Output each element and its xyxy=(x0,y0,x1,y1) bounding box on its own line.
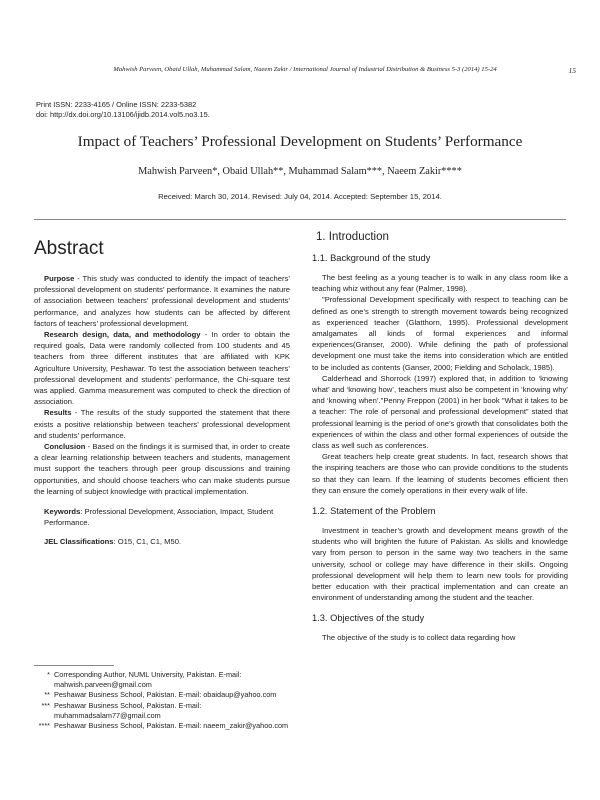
jel-text: : O15, C1, C1, M50. xyxy=(113,537,182,547)
running-head: Mahwish Parveen, Obaid Ullah, Muhammad Salam, Naeem Zakir / International Journal of Industrial Distribution & Business 5-3 (2014) 15-24 xyxy=(113,66,497,73)
jel-classifications xyxy=(34,536,290,547)
issn-block xyxy=(36,100,210,119)
footnote-mark: *** xyxy=(41,700,50,710)
purpose-text: - This study was conducted to identify the impact of teachers’ professional development on students’ performance. It examines the nature of association between teachers’ professional development and students’ performance, and analyzes how students can be affected by different factors of teachers’ professional development. xyxy=(34,274,290,328)
objectives-heading: 1.3. Objectives of the study xyxy=(312,613,425,624)
footnote xyxy=(34,690,294,700)
problem-statement-heading: 1.2. Statement of the Problem xyxy=(312,506,436,517)
introduction-heading: 1. Introduction xyxy=(316,231,389,243)
footnote-text: Peshawar Business School, Pakistan. E-mail: muhammadsalam77@gmail.com xyxy=(54,700,202,720)
footnote xyxy=(34,721,294,731)
footnote-mark: **** xyxy=(38,721,50,731)
abstract-purpose xyxy=(34,273,290,329)
header-divider xyxy=(34,219,566,220)
keywords xyxy=(34,506,290,528)
background-heading: 1.1. Background of the study xyxy=(312,253,431,263)
abstract-results xyxy=(34,407,290,441)
method-text: - In order to obtain the required goals, Data were randomly collected from 100 students and 45 teachers from three different institutes that are affiliated with KPK Agriculture University, Peshawar. To test the association between teachers’ professional development and students’ performance, the Chi-square test was applied. Gamma measurement was computed to check the direction of association. xyxy=(34,330,291,407)
issn-line: Print ISSN: 2233-4165 / Online ISSN: 2233-5382 xyxy=(36,100,197,109)
left-column xyxy=(34,238,290,548)
keywords-text: : Professional Development, Association, Impact, Student Performance. xyxy=(44,507,274,528)
footnote-text: Corresponding Author, NUML University, Pakistan. E-mail: mahwish.parveen@gmail.com xyxy=(54,670,242,690)
footnote xyxy=(34,670,294,690)
body-paragraph: The best feeling as a young teacher is to walk in any class room like a teaching whiz without any fear (Palmer, 1998). xyxy=(312,273,568,294)
footnote-text: Peshawar Business School, Pakistan. E-mail: naeem_zakir@yahoo.com xyxy=(54,721,289,731)
right-column xyxy=(312,231,568,644)
footnote-mark: ** xyxy=(44,690,50,700)
footnote-mark: * xyxy=(47,670,50,679)
body-paragraph: Great teachers help create great students. In fact, research shows that the inspiring teachers are those who can provide conditions to the students so that they can learn. If the learning of students becomes efficient then they can ensure the comely operations in their every walk of life. xyxy=(312,452,568,495)
body-paragraph: "Professional Development specifically with respect to teaching can be defined as one’s strength to strength movement towards being recognized as experienced teacher (Glatthorn, 1995). Professional development amalgamates all kinds of formal experiences and informal experiences(Granser, 2000). While defining the path of professional development one must take the items into consideration which are entitled to be included as contents (Ganser, 2000; Fielding and Scholack, 1985). xyxy=(312,295,568,372)
submission-dates: Received: March 30, 2014. Revised: July 04, 2014. Accepted: September 15, 2014. xyxy=(158,192,442,201)
results-label: Results xyxy=(44,408,72,418)
doi-line: doi: http://dx.doi.org/10.13106/ijidb.2014.vol5.no3.15. xyxy=(36,109,210,119)
keywords-label: Keywords xyxy=(44,507,81,517)
results-text: - The results of the study supported the statement that there exists a positive relationship between teachers’ professional development and students’ performance. xyxy=(34,408,290,440)
body-paragraph: The objective of the study is to collect data regarding how xyxy=(322,633,516,643)
jel-label: JEL Classifications xyxy=(44,537,114,547)
abstract-method xyxy=(34,329,290,407)
abstract-heading: Abstract xyxy=(34,238,104,259)
body-paragraph: Calderhead and Shorrock (1997) explored that, in addition to ‘knowing what’ and ‘knowing how’, teachers must also be competent in ‘knowing why’ and ‘knowing when’."Penny Freppon (2001) in her book "What it takes to be a teacher: The role of personal and professional development" stated that professional learning is the period of one’s growth that consolidates both the experiences of within the class and other formal experiences of outside the class as well such as conferences. xyxy=(312,373,568,451)
paper-title: Impact of Teachers’ Professional Development on Students’ Performance xyxy=(77,133,523,150)
method-label: Research design, data, and methodology xyxy=(44,330,201,340)
footnotes xyxy=(34,670,294,731)
body-paragraph: Investment in teacher’s growth and development means growth of the students who will brighten the future of Pakistan. As skills and knowledge vary from person to person in the same way two teachers in the same university, school or college may have difference in their skills. Ongoing professional development will help them to learn new tools for providing better education with their practical implementation and can create an environment of understanding among the student and the teacher. xyxy=(312,526,568,603)
page-number: 15 xyxy=(568,66,576,75)
author-list: Mahwish Parveen*, Obaid Ullah**, Muhammad Salam***, Naeem Zakir**** xyxy=(138,166,462,177)
footnote-divider xyxy=(34,665,114,666)
footnote-text: Peshawar Business School, Pakistan. E-mail: obaidaup@yahoo.com xyxy=(54,690,277,700)
conclusion-label: Conclusion xyxy=(44,442,86,452)
abstract-conclusion xyxy=(34,441,290,497)
footnote xyxy=(34,701,294,721)
conclusion-text: - Based on the findings it is surmised that, in order to create a clear learning relationship between teachers and students, management must support the teachers through peer group discussions and training opportunities, and should choose teachers who can make students pursue the learning of subject knowledge with practical implementation. xyxy=(34,442,290,496)
purpose-label: Purpose xyxy=(44,274,75,283)
